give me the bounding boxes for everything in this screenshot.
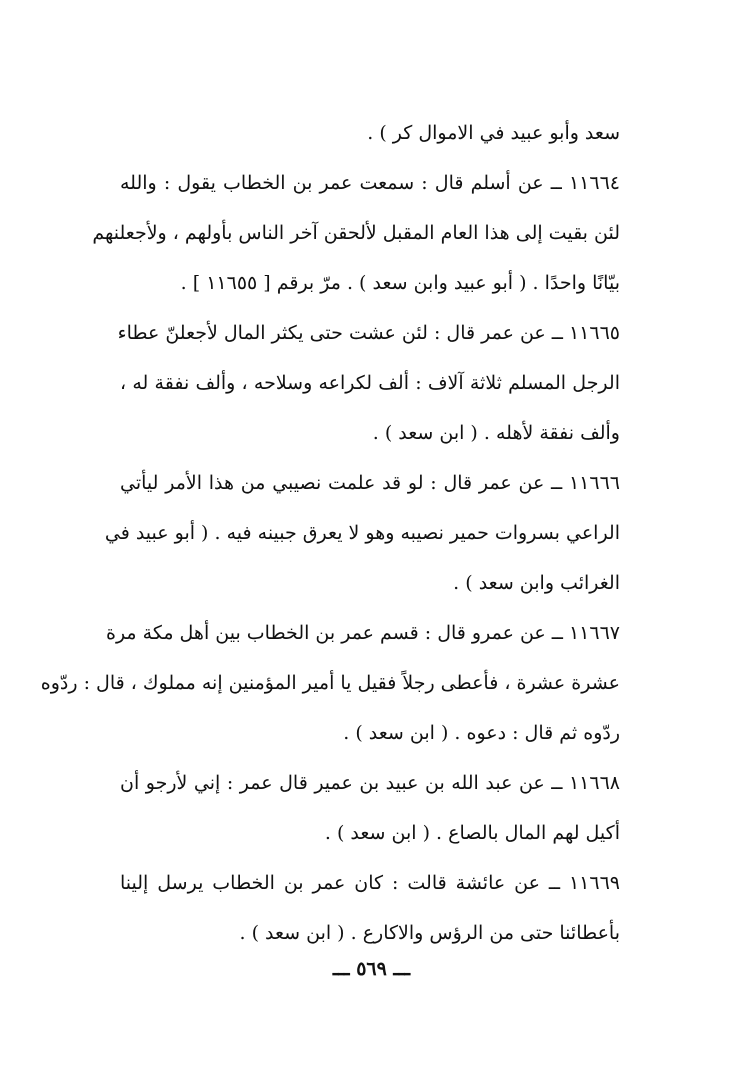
page-number: ـــ ٥٦٩ ـــ xyxy=(332,958,411,980)
text-line: الرجل المسلم ثلاثة آلاف : ألف لكراعه وسلاحه ، وألف نفقة له ، xyxy=(120,372,620,394)
text-line: عشرة عشرة ، فأعطى رجلاً فقيل يا أمير المؤمنين إنه مملوك ، قال : ردّوه xyxy=(40,672,620,694)
text-line: بأعطائنا حتى من الرؤس والاكارع . ( ابن سعد ) . xyxy=(239,922,620,944)
text-line: سعد وأبو عبيد في الاموال كر ) . xyxy=(367,122,620,144)
text-line: ١١٦٦٦ ــ عن عمر قال : لو قد علمت نصيبي من هذا الأمر ليأتي xyxy=(120,472,620,494)
text-line: وألف نفقة لأهله . ( ابن سعد ) . xyxy=(372,422,620,444)
hadith-text-block xyxy=(40,108,620,958)
text-line: ١١٦٦٧ ــ عن عمرو قال : قسم عمر بن الخطاب بين أهل مكة مرة xyxy=(105,622,620,644)
text-line: بيّانًا واحدًا . ( أبو عبيد وابن سعد ) . مرّ برقم [ ١١٦٥٥ ] . xyxy=(180,272,620,294)
text-line: لئن بقيت إلى هذا العام المقبل لألحقن آخر الناس بأولهم ، ولأجعلنهم xyxy=(92,222,620,244)
text-line: ١١٦٦٥ ــ عن عمر قال : لئن عشت حتى يكثر المال لأجعلنّ عطاء xyxy=(117,322,620,344)
text-line: ١١٦٦٤ ــ عن أسلم قال : سمعت عمر بن الخطاب يقول : والله xyxy=(120,172,620,194)
text-line: ١١٦٦٩ ــ عن عائشة قالت : كان عمر بن الخطاب يرسل إلينا xyxy=(120,872,620,894)
text-line: الراعي بسروات حمير نصيبه وهو لا يعرق جبينه فيه . ( أبو عبيد في xyxy=(104,522,620,544)
text-line: الغرائب وابن سعد ) . xyxy=(453,572,620,594)
text-line: أكيل لهم المال بالصاع . ( ابن سعد ) . xyxy=(324,822,620,844)
text-line: ردّوه ثم قال : دعوه . ( ابن سعد ) . xyxy=(343,722,620,744)
text-line: ١١٦٦٨ ــ عن عبد الله بن عبيد بن عمير قال عمر : إني لأرجو أن xyxy=(120,772,620,794)
